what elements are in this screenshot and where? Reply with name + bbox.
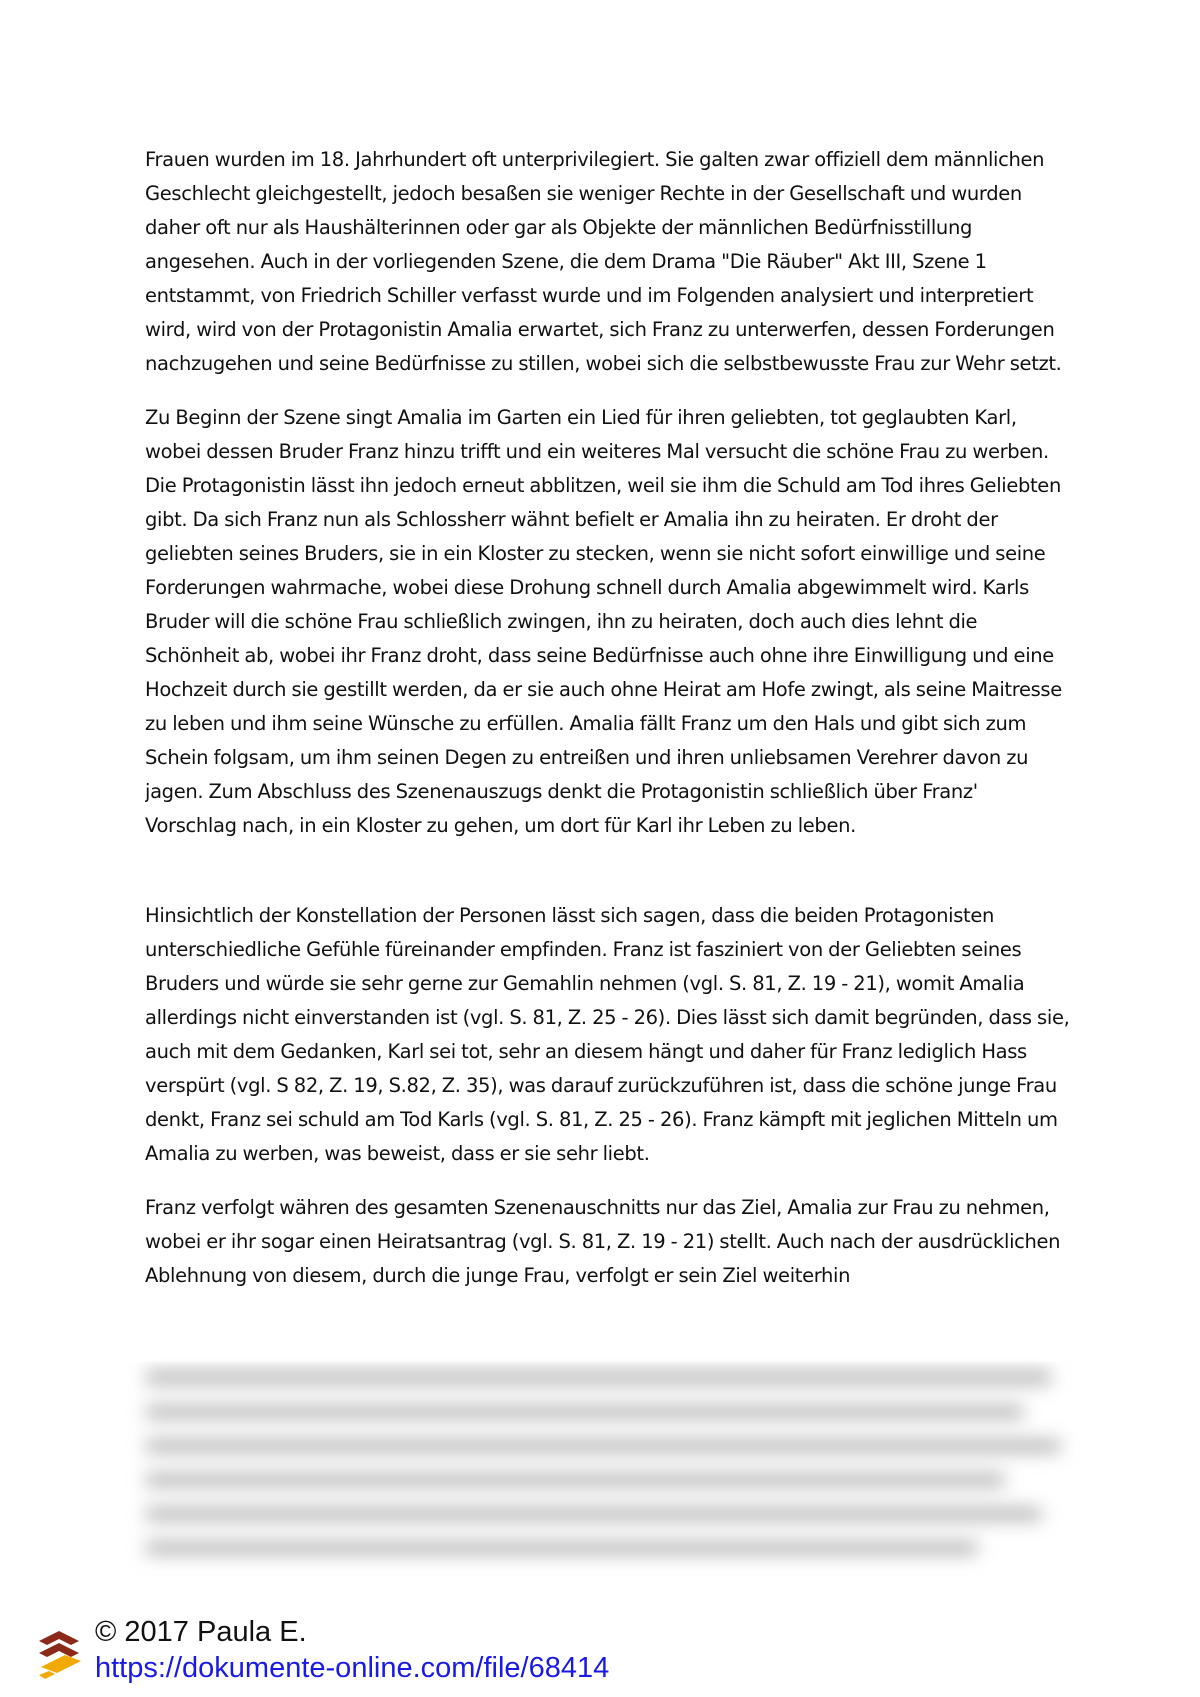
paragraph-summary: Zu Beginn der Szene singt Amalia im Garten ein Lied für ihren geliebten, tot geglaubten Karl, wobei dessen Bruder Franz hinzu trifft und ein weiteres Mal versucht die schöne Frau zu werben. Die Protagonistin lässt ihn jedoch erneut abblitzen, weil sie ihm die Schuld am Tod ihres Geliebten gibt. Da sich Franz nun als Schlossherr wähnt befielt er Amalia ihn zu heiraten. Er droht der geliebten seines Bruders, sie in ein Kloster zu stecken, wenn sie nicht sofort einwillige und seine Forderungen wahrmache, wobei diese Drohung schnell durch Amalia abgewimmelt wird. Karls Bruder will die schöne Frau schließlich zwingen, ihn zu heiraten, doch auch dies lehnt die Schönheit ab, wobei ihr Franz droht, dass seine Bedürfnisse auch ohne ihre Einwilligung und eine Hochzeit durch sie gestillt werden, da er sie auch ohne Heirat am Hofe zwingt, als seine Maitresse zu leben und ihm seine Wünsche zu erfüllen. Amalia fällt Franz um den Hals und gibt sich zum Schein folgsam, um ihm seinen Degen zu entreißen und ihren unliebsamen Verehrer davon zu jagen. Zum Abschluss des Szenenauszugs denkt die Protagonistin schließlich über Franz' Vorschlag nach, in ein Kloster zu gehen, um dort für Karl ihr Leben zu leben. <box>145 406 1062 837</box>
source-link[interactable]: https://dokumente-online.com/file/68414 <box>95 1652 610 1684</box>
paragraph-spacer <box>145 1171 1070 1191</box>
document-body <box>145 143 1070 1373</box>
paragraph-spacer <box>145 381 1070 401</box>
stacked-chevrons-logo-icon <box>35 1627 87 1679</box>
section-spacer <box>145 843 1070 899</box>
paragraph-constellation: Hinsichtlich der Konstellation der Personen lässt sich sagen, dass die beiden Protagonisten unterschiedliche Gefühle füreinander empfinden. Franz ist fasziniert von der Geliebten seines Bruders und würde sie sehr gerne zur Gemahlin nehmen (vgl. S. 81, Z. 19 - 21), womit Amalia allerdings nicht einverstanden ist (vgl. S. 81, Z. 25 - 26). Dies lässt sich damit begründen, dass sie, auch mit dem Gedanken, Karl sei tot, sehr an diesem hängt und daher für Franz lediglich Hass verspürt (vgl. S 82, Z. 19, S.82, Z. 35), was darauf zurückzuführen ist, dass die schöne junge Frau denkt, Franz sei schuld am Tod Karls (vgl. S. 81, Z. 25 - 26). Franz kämpft mit jeglichen Mitteln um Amalia zu werben, was beweist, dass er sie sehr liebt. <box>145 904 1070 1165</box>
copyright-notice: © 2017 Paula E. <box>95 1616 307 1648</box>
paragraph-intro: Frauen wurden im 18. Jahrhundert oft unterprivilegiert. Sie galten zwar offiziell dem männlichen Geschlecht gleichgestellt, jedoch besaßen sie weniger Rechte in der Gesellschaft und wurden daher oft nur als Haushälterinnen oder gar als Objekte der männlichen Bedürfnisstillung angesehen. Auch in der vorliegenden Szene, die dem Drama "Die Räuber" Akt III, Szene 1 entstammt, von Friedrich Schiller verfasst wurde und im Folgenden analysiert und interpretiert wird, wird von der Protagonistin Amalia erwartet, sich Franz zu unterwerfen, dessen Forderungen nachzugehen und seine Bedürfnisse zu stillen, wobei sich die selbstbewusste Frau zur Wehr setzt. <box>145 148 1062 375</box>
page-footer <box>35 1615 835 1690</box>
paragraph-franz-goal: Franz verfolgt währen des gesamten Szenenauschnitts nur das Ziel, Amalia zur Frau zu nehmen, wobei er ihr sogar einen Heiratsantrag (vgl. S. 81, Z. 19 - 21) stellt. Auch nach der ausdrücklichen Ablehnung von diesem, durch die junge Frau, verfolgt er sein Ziel weiterhin <box>145 1196 1061 1287</box>
paywall-blur-overlay <box>120 1362 1085 1577</box>
